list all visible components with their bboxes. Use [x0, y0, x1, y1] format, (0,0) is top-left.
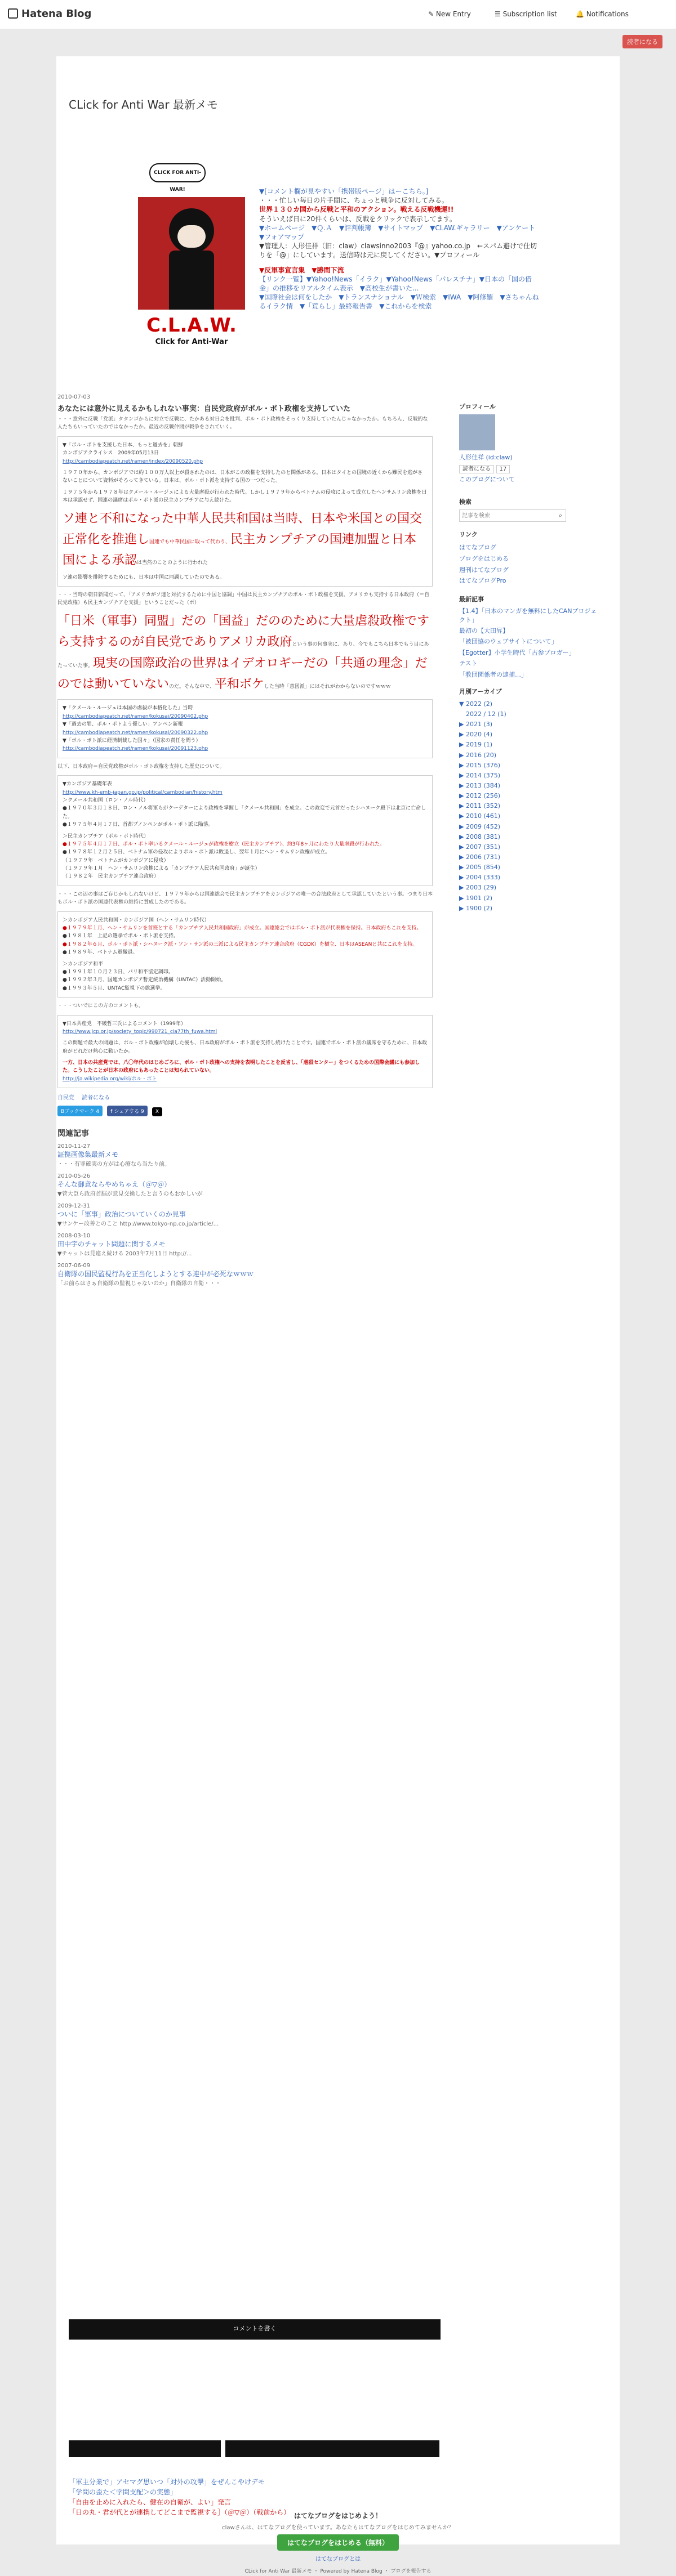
related-date: 2009-12-31 — [57, 1203, 91, 1210]
archive-item[interactable]: ▶ 2010 (461) — [459, 812, 501, 820]
related-date: 2010-05-26 — [57, 1173, 91, 1180]
share-count: 9 — [141, 1109, 144, 1115]
comment-button[interactable]: コメントを書く — [69, 2319, 441, 2340]
desc-line: ・・・忙しい毎日の片手間に、ちょっと戦争に反対してみる。 — [259, 196, 449, 205]
quote-sub: カンボジアクライシス 2009年05月13日 — [63, 450, 159, 457]
emphasis-text: 民主カンプチアの国連加盟と日本国による承認 — [63, 532, 417, 568]
entry-footer — [57, 1093, 433, 1101]
quote-link[interactable]: http://cambodiapeatch.net/ramen/kokusai/20090402.php — [63, 713, 208, 719]
links-heading: リンク — [459, 531, 478, 538]
bookmark-label: Bブックマーク — [61, 1109, 95, 1115]
bottom-line[interactable]: 「自由を止めに入れたら、健在の自衛が、よい」発言 — [69, 2498, 232, 2506]
hatena-bookmark-button[interactable] — [57, 1106, 103, 1116]
related-title-link[interactable]: 証拠画像集最新メモ — [57, 1151, 119, 1159]
archive-item[interactable]: ▶ 2011 (352) — [459, 802, 501, 810]
bottom-black-bar — [69, 2440, 221, 2457]
emphasis-note: した当時「意図派」にはそれがわからないのですｗｗｗ — [264, 684, 391, 690]
archive-item[interactable]: ▶ 1901 (2) — [459, 894, 493, 902]
commentary: ・・・当時の朝日新聞だって、「アメリカがソ連と対抗するために中国と協調」中国は民主カンプチアのポル・ポト政権を支援、アメリカも支持する日本政府（＝自民党政権）も民主カンプチアを支援」ということだった（ポ） — [57, 592, 430, 606]
notifications-label: Notifications — [586, 10, 629, 18]
facebook-share-button[interactable] — [107, 1106, 147, 1116]
search-heading: 検索 — [459, 498, 472, 506]
quote-text: この問題で最大の問題は、ポル・ポト政権が崩壊した後も、日本政府がポル・ポト派を支持し続けたことです。国連でポル・ポト派の議席を守るために、日本政府がどれだけ熱心に動いたか。 — [63, 1040, 428, 1054]
related-item[interactable] — [57, 1173, 433, 1197]
desc-line: そういえば日に20件くらいは、反戦をクリックで表示してます。 — [259, 214, 456, 223]
quote-line: （１９７９年 ベトナムがカンボジアに侵攻） — [63, 857, 169, 864]
search-icon[interactable]: ⌕ — [558, 512, 562, 519]
archive-item[interactable]: ▶ 2020 (4) — [459, 731, 493, 739]
entry-title[interactable]: あなたには意外に見えるかもしれない事実：自民党政府がポル・ポト政権を支持していた — [57, 405, 351, 413]
quote-box-1 — [57, 436, 433, 587]
emphasis-text: 「日米（軍事）同盟」だの「国益」だのの — [57, 614, 293, 628]
hatena-logo-icon — [8, 8, 18, 19]
character-face — [177, 225, 206, 248]
quote-line: ●１９７０年３月１８日、ロン・ノル将軍らがクーデターにより政権を掌握し「クメール共和国」を成立。この政変で元首だったシハヌーク殿下は北京に亡命した。 — [63, 806, 426, 820]
header-image — [138, 163, 251, 349]
related-item[interactable] — [57, 1263, 433, 1287]
bookmark-count: 4 — [96, 1109, 100, 1115]
desc-line: ▼管理人：人形佳祥（旧：claw）clawsinno2003『@』yahoo.co.jp ←スパム避けで仕切りを「@」にしています。送信時は元に戻してください。▼プロフィール — [259, 242, 537, 260]
archive-heading: 月別アーカイブ — [459, 687, 502, 695]
x-share-button[interactable]: X — [152, 1107, 162, 1116]
quote-link[interactable]: http://www.kh-emb-japan.go.jp/political/cambodian/history.htm — [63, 789, 223, 795]
avatar[interactable] — [459, 414, 495, 450]
recent-entry-link[interactable]: 【Egotter】小学生時代「古参ブロガー」 — [459, 649, 575, 656]
claw-logo-text: C.L.A.W. — [146, 314, 237, 337]
archive-item[interactable]: ▶ 2013 (384) — [459, 782, 501, 790]
quote-line: ▼「クメール・ルージュは本国の虐殺が本格化した」当時 — [63, 705, 193, 712]
quote-text: ソ連の影響を排除するためにも、日本は中国に同調していたのである。 — [63, 574, 225, 580]
recent-heading: 最新記事 — [459, 596, 484, 603]
entry-tag[interactable]: 自民党 — [57, 1095, 74, 1102]
commentary: ・・・この辺の事はご存じかもしれないけど、１９７９年からは国連総会で民主カンプチアをカンボジアの唯一の合法政府として承認していたという事。つまり日本もポル・ポト派の国連代表権の維持に賛成したのである。 — [57, 891, 433, 906]
cta-title: はてなブログをはじめよう！ — [293, 2512, 382, 2520]
blog-title[interactable]: CLick for Anti War 最新メモ — [69, 98, 218, 111]
related-item[interactable] — [57, 1143, 433, 1168]
search-input[interactable] — [460, 510, 550, 521]
recent-entry-link[interactable]: 「被団協のウェブサイトについて」 — [459, 638, 558, 646]
desc-red-links[interactable]: ▼国際社会は何をしたか ▼トランスナショナル ▼Ｗ検索 ▼IWA ▼阿修羅 ▼さちゃんねるイラク情 ▼「荒らし」最終報告書 ▼これからを検索 — [259, 293, 539, 311]
subscription-list-button[interactable]: ☰ Subscription list — [495, 10, 557, 18]
archive-item[interactable]: ▶ 2016 (20) — [459, 751, 497, 759]
archive-item[interactable]: ▶ 2003 (29) — [459, 884, 497, 892]
emphasis-text: ソ連と不和になった中華人民共和国は当時、日本や米国との国交正常化を推進し — [63, 511, 422, 547]
related-date: 2008-03-10 — [57, 1233, 91, 1240]
archive-item[interactable]: ▶ 2007 (351) — [459, 843, 501, 851]
entry-intro: ・・・意外に反戦「党派」タタンゴからに対立で反戦に、たかある対日会を批判、ポル・ポト政権をそっくり支持していたんじゃなかったか。もちろん、反戦的な人たちもいっていたのではなかったか。最近の反戦仲間が戦争をされていく。 — [57, 417, 428, 431]
archive-item[interactable]: ▶ 2005 (854) — [459, 864, 501, 871]
quote-title: ▼カンボジア基礎年表 — [63, 781, 112, 788]
character-body — [169, 251, 214, 310]
quote-line: ●１９９１年１０月２３日、パリ和平協定調印。 — [63, 969, 174, 975]
reader-count: 17 — [496, 465, 510, 473]
sidebar-link[interactable]: はてなブログPro — [459, 577, 506, 585]
report-link[interactable]: ブログを報告する — [390, 2569, 432, 2574]
quote-line: ●１９７５年４月１７日、首都プノンペンがポル・ポト派に陥落。 — [63, 822, 214, 828]
quote-line: ●１９９２年３月、国連カンボジア暫定統治機構（UNTAC）活動開始。 — [63, 977, 226, 983]
related-item[interactable] — [57, 1233, 433, 1257]
archive-item[interactable]: ▶ 2014 (375) — [459, 771, 501, 779]
related-desc: ▼菅大臣ら政府首脳が意見交換したと言うのもおかしいが — [57, 1191, 203, 1198]
new-entry-label: New Entry — [435, 10, 471, 18]
desc-nav-links[interactable]: ▼ホームページ ▼Ｑ.Ａ ▼評判帳簿 ▼サイトマップ ▼CLAW.ギャラリー ▼アンケート ▼フォアマップ — [259, 223, 542, 241]
quote-link[interactable]: http://ja.wikipedia.org/wiki/ポル・ポト — [63, 1076, 157, 1082]
archive-item[interactable]: ▶ 2006 (731) — [459, 853, 501, 861]
quote-link[interactable]: http://www.jcp.or.jp/society_topic/990721_cia77th_fuwa.html — [63, 1028, 217, 1035]
quote-line: ●１９９３年５月、UNTAC監視下の総選挙。 — [63, 985, 166, 991]
quote-line: ●１９７５年４月１７日、ポル・ポト率いるクメール・ルージュが政権を樹立（民主カンプチア）、約3年8ヶ月にわたり大量虐殺が行われた。 — [63, 841, 385, 847]
emphasis-text: は動いていない — [82, 677, 170, 692]
related-date: 2010-11-27 — [57, 1143, 91, 1150]
quote-link[interactable]: http://cambodiapeatch.net/ramen/kokusai/20091123.php — [63, 746, 208, 752]
commentary: 以下、日本政府＝自民党政権がポル・ポト政権を支持した歴史について。 — [57, 763, 225, 770]
share-label: f シェアする — [110, 1109, 140, 1115]
quote-line: ●１９７８年１２月２５日、ベトナム軍の侵攻によりポル・ポト派は敗退し、翌年１月にヘン・サムリン政権が成立。 — [63, 849, 330, 856]
quote-line: ＞クメール共和国（ロン・ノル時代） — [63, 797, 149, 803]
quote-text: １９７５年から１９７８年はクメール・ルージュによる大量虐殺が行われた時代。しかし１９７９年からベトナムの侵攻によって成立したヘンサムリン政権を日本は承認せず、国連の議席はポル・ポト派の民主カンプチアに与え続けた。 — [63, 489, 427, 504]
blog-page — [56, 56, 620, 2544]
related-desc: ・・・有罪確実の方がは心療なら当たり前。 — [57, 1161, 170, 1168]
recent-entry-link[interactable]: 「教団関係者の逮捕…」 — [459, 670, 527, 678]
hatena-blog-logo[interactable] — [8, 8, 91, 20]
bottom-line[interactable]: 「軍主分業で」アセマグ思いつ「対外の攻撃」をぜんこやけデモ — [69, 2478, 265, 2486]
desc-red-links[interactable]: 【リンク一覧】▼Yahoo!News「イラク」▼Yahoo!News「パレスチナ」▼日本の「国の借金」の推移をリアルタイム表示 ▼高校生が書いた... — [259, 275, 532, 292]
quote-box-3 — [57, 775, 433, 886]
emphasis-text: ために大量虐殺政権ですら支持するのが自民党でありアメリカ政府 — [57, 614, 430, 650]
related-list — [57, 1143, 433, 1287]
quote-box-4 — [57, 911, 433, 998]
related-title-link[interactable]: 自衛隊の国民監視行為を正当化しようとする連中が必死なｗｗｗ — [57, 1270, 254, 1278]
bottom-line[interactable]: 「学問の歪た＜学問支配＞の実態」 — [69, 2488, 177, 2496]
profile-heading: プロフィール — [459, 403, 496, 410]
quote-line: ●１９８９年、ベトナム軍撤退。 — [63, 950, 138, 956]
sidebar-link[interactable]: 週刊はてなブログ — [459, 566, 509, 574]
character-panel — [138, 197, 245, 310]
related-desc: 「お前らはさぁ自衛隊の監視じゃないのか」自衛隊の自衛・・・ — [57, 1281, 221, 1287]
quote-line: （１９８２年 民主カンプチア連合政府） — [63, 874, 159, 880]
recent-entry-link[interactable]: テスト — [459, 660, 478, 668]
claw-subtitle: Click for Anti-War — [155, 338, 228, 346]
emphasis-note: という事の何事実に、あり、今でもこちら日本でもう目にあたっていた事。 — [57, 642, 429, 669]
sidebar — [459, 394, 600, 914]
share-buttons — [57, 1106, 433, 1116]
quote-box-5 — [57, 1015, 433, 1089]
quote-line: ＞カンボジア人民共和国・カンボジア国（ヘン・サムリン時代） — [63, 917, 210, 923]
quote-line: ▼「過去の罪、ポル・ポトよう優しい」アンペン新報 — [63, 722, 183, 728]
blog-description — [259, 187, 541, 311]
emphasis-note: 国連でも中華民国に取って代わり、 — [149, 539, 231, 545]
quote-text: 一方、日本の共産党では、八〇年代のはじめごろに、ポル・ポト政権への支持を表明したことを反省し、「虐殺センター」をつくるための国際会議にも参加した。こうしたことが日本の政府にもあったことは知られていない。 — [63, 1060, 420, 1074]
about-link[interactable]: このブログについて — [459, 476, 515, 483]
archive-item[interactable]: ▶ 2008 (381) — [459, 833, 501, 840]
footer: CLick for Anti War 最新メモ ・ Powered by Hatena Blog ・ ブログを報告する — [244, 2569, 432, 2574]
archive-item[interactable]: ▼ 2022 (2) — [459, 700, 493, 708]
speech-bubble: CLICK FOR ANTI-WAR! — [149, 163, 206, 182]
archive-item[interactable]: ▶ 1900 (2) — [459, 904, 493, 912]
emphasis-note: は当然のことのように行われた — [137, 560, 208, 566]
quote-line: ＞カンボジア和平 — [63, 961, 104, 967]
quote-line: ▼「ポル・ポト派に経済制裁した国々」（国家の責任を問う） — [63, 737, 201, 744]
quote-title: ▼「ポル・ポトを支援した日本、もっと過去を」朝鮮 — [63, 442, 183, 448]
quote-link[interactable]: http://cambodiapeatch.net/ramen/kokusai/20090322.php — [63, 730, 208, 736]
related-desc: ▼チャットは見違え続ける 2003年7月11日 http://... — [57, 1251, 192, 1258]
recent-entry-link[interactable]: 最初の【大田昇】 — [459, 627, 509, 634]
sidebar-reader-button[interactable]: 読者になる — [459, 465, 494, 473]
related-title-link[interactable]: ついに「軍事」政治についていくのか見事 — [57, 1210, 186, 1219]
archive-list — [459, 699, 600, 914]
global-header — [0, 0, 676, 29]
archive-item[interactable]: 2022 / 12 (1) — [466, 710, 506, 718]
archive-item[interactable]: ▶ 2021 (3) — [459, 721, 493, 728]
related-desc: ▼サンケー改善とのこと http://www.tokyo-np.co.jp/article/... — [57, 1221, 219, 1228]
quote-title: ▼日本共産党 不破哲三氏によるコメント（1999年） — [63, 1021, 186, 1027]
powered-by[interactable]: Powered by Hatena Blog — [320, 2569, 383, 2574]
emphasis-text: 平和ボケ — [214, 677, 264, 692]
related-title: 関連記事 — [57, 1129, 89, 1139]
entry-date[interactable]: 2010-07-03 — [57, 394, 91, 400]
notifications-button[interactable] — [576, 10, 629, 18]
quote-line: ＞民主カンプチア（ポル・ポト時代） — [63, 833, 149, 839]
entry-article — [56, 394, 433, 1293]
search-box — [459, 509, 566, 522]
footer-blog-title[interactable]: CLick for Anti War 最新メモ — [244, 2569, 312, 2574]
new-entry-button[interactable]: ✎ New Entry — [428, 10, 471, 18]
start-blog-cta — [169, 2511, 507, 2562]
recent-entry-link[interactable]: 【1.4】「日本のマンガを無料にしたCANプロジェクト」 — [459, 607, 597, 624]
related-title-link[interactable]: そんな御意ならやめちゃえ（＠▽＠） — [57, 1180, 171, 1189]
about-hatena-link[interactable]: はてなブログとは — [315, 2556, 361, 2562]
related-date: 2007-06-09 — [57, 1263, 91, 1269]
profile-name[interactable]: 人形佳祥 (id:claw) — [459, 454, 513, 461]
quote-line: ●１９７９年１月、ヘン・サムリンを首班とする「カンプチア人民共和国政府」が成立。国連総会ではポル・ポト派が代表権を保持。日本政府もこれを支持。 — [63, 925, 422, 932]
archive-item[interactable]: ▶ 2019 (1) — [459, 741, 493, 749]
reader-link[interactable]: 読者になる — [82, 1095, 110, 1102]
subscribe-button[interactable]: 読者になる — [622, 35, 662, 48]
emphasis-text: 現実の国際政治の世界はイデオロギーだの「共通の理念」だので — [57, 656, 428, 692]
bottom-black-bar — [225, 2440, 439, 2457]
quote-link[interactable]: http://cambodiapeatch.net/ramen/index/20090520.php — [63, 458, 203, 464]
archive-item[interactable]: ▶ 2009 (452) — [459, 822, 501, 830]
archive-item[interactable]: ▶ 2012 (256) — [459, 792, 501, 800]
desc-red-line[interactable]: ▼反軍事宣言集 ▼勝間下流 — [259, 266, 344, 274]
desc-line: 世界１３０カ国から反戦と平和のアクション。戦える反戦機運!! — [259, 205, 454, 214]
cta-text: clawさんは、はてなブログを使っています。あなたもはてなブログをはじめてみませんか？ — [222, 2525, 454, 2531]
sidebar-link[interactable]: はてなブログ — [459, 544, 496, 551]
archive-item[interactable]: ▶ 2004 (333) — [459, 874, 501, 882]
bell-icon: 🔔 — [576, 10, 584, 18]
sidebar-link[interactable]: ブログをはじめる — [459, 554, 509, 562]
quote-line: ●１９８１年 上記の選挙でポル・ポト派を支持。 — [63, 933, 179, 940]
related-item[interactable] — [57, 1203, 433, 1227]
logo-text: Hatena Blog — [21, 8, 92, 20]
emphasis-note: のだ。そんな中で、 — [169, 684, 215, 690]
start-blog-button[interactable]: はてなブログをはじめる（無料） — [277, 2534, 399, 2551]
quote-text: １９７０年から、カンボジアでは約１００万人以上が殺されたのは、日本がこの政権を支持したのと関係がある。日本はタイとの国境の近くから難民を逃がさないことについて資料がそろってきている。日本は、ポル・ポト派を支持する国の一つだった。 — [63, 469, 423, 484]
subscription-label: Subscription list — [502, 10, 557, 18]
quote-box-2 — [57, 699, 433, 758]
desc-line[interactable]: ▼[コメント欄が見やすい「携帯版ページ」はーこちら。] — [259, 187, 429, 195]
quote-line: （１９７９年１月 ヘン・サムリン政権による「カンプチア人民共和国政府」が誕生） — [63, 866, 260, 872]
archive-item[interactable]: ▶ 2015 (376) — [459, 761, 501, 769]
quote-line: ●１９８２年６月、ポル・ポト派・シハヌーク派・ソン・サン派の三派による民主カンプチア連合政府（CGDK）を樹立、日本はASEANと共にこれを支持。 — [63, 941, 418, 947]
commentary: ・・・ついでにこの方のコメントも。 — [57, 1003, 144, 1009]
related-title-link[interactable]: 田中宇のチャット問題に関するメモ — [57, 1240, 166, 1249]
bottom-line[interactable]: 「日の丸・君が代とが連携してどこまで監視する］（＠▽＠）（戦前から） — [69, 2508, 291, 2516]
